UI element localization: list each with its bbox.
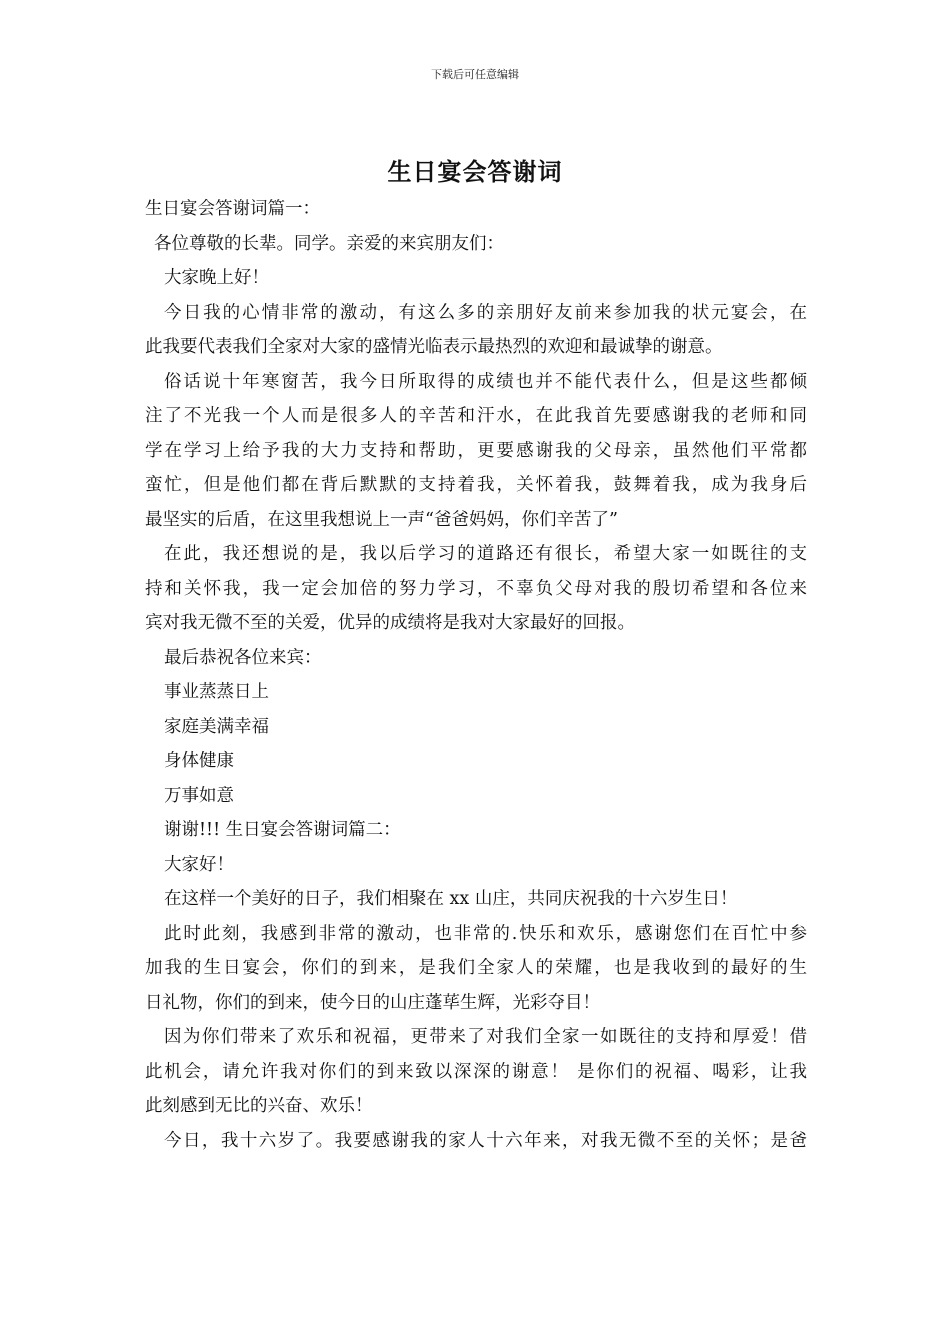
paragraph-line: 最坚实的后盾，在这里我想说上一声“爸爸妈妈，你们辛苦了”	[145, 509, 618, 530]
salutation: 各位尊敬的长辈。同学。亲爱的来宾朋友们：	[154, 233, 504, 254]
greeting: 大家晚上好！	[164, 268, 269, 288]
paragraph-line: 学在学习上给予我的大力支持和帮助，更要感谢我的父母亲，虽然他们平常都	[145, 440, 807, 461]
paragraph-line: 最后恭祝各位来宾：	[164, 647, 322, 668]
section-heading: 生日宴会答谢词篇一：	[145, 199, 320, 219]
section-heading: 谢谢!!! 生日宴会答谢词篇二：	[164, 820, 401, 840]
paragraph-line: 宾对我无微不至的关爱，优异的成绩将是我对大家最好的回报。	[145, 613, 635, 633]
paragraph-line: 此机会，请允许我对你们的到来致以深深的谢意！ 是你们的祝福、喝彩，让我	[145, 1061, 807, 1082]
document-title: 生日宴会答谢词	[387, 157, 563, 186]
document-body	[145, 192, 807, 1158]
paragraph-line: 日礼物，你们的到来，使今日的山庄蓬荜生辉，光彩夺目！	[145, 992, 600, 1013]
paragraph-line: 因为你们带来了欢乐和祝福，更带来了对我们全家一如既往的支持和厚爱！借	[164, 1027, 807, 1047]
paragraph-line: 今日我的心情非常的激动，有这么多的亲朋好友前来参加我的状元宴会，在	[164, 302, 807, 323]
paragraph-line: 持和关怀我，我一定会加倍的努力学习，不辜负父母对我的殷切希望和各位来	[145, 578, 807, 599]
paragraph-line: 在这样一个美好的日子，我们相聚在 xx 山庄，共同庆祝我的十六岁生日！	[164, 889, 738, 909]
wish-line: 家庭美满幸福	[164, 716, 269, 737]
paragraph-line: 今日，我十六岁了。我要感谢我的家人十六年来，对我无微不至的关怀；是爸	[164, 1130, 807, 1151]
wish-line: 万事如意	[164, 785, 234, 806]
page-header: 下载后可任意编辑	[431, 68, 519, 81]
paragraph-line: 俗话说十年寒窗苦，我今日所取得的成绩也并不能代表什么，但是这些都倾	[164, 371, 807, 392]
wish-line: 身体健康	[164, 751, 234, 771]
paragraph-line: 注了不光我一个人而是很多人的辛苦和汗水，在此我首先要感谢我的老师和同	[145, 406, 807, 426]
paragraph-line: 此时此刻，我感到非常的激动，也非常的.快乐和欢乐，感谢您们在百忙中参	[164, 923, 807, 944]
paragraph-line: 在此，我还想说的是，我以后学习的道路还有很长，希望大家一如既往的支	[164, 544, 807, 564]
paragraph-line: 此刻感到无比的兴奋、欢乐！	[145, 1096, 373, 1116]
greeting: 大家好！	[164, 854, 234, 875]
wish-line: 事业蒸蒸日上	[164, 682, 269, 702]
paragraph-line: 蛮忙，但是他们都在背后默默的支持着我，关怀着我，鼓舞着我，成为我身后	[145, 475, 807, 495]
paragraph-line: 此我要代表我们全家对大家的盛情光临表示最热烈的欢迎和最诚挚的谢意。	[145, 337, 723, 357]
paragraph-line: 加我的生日宴会，你们的到来，是我们全家人的荣耀，也是我收到的最好的生	[145, 958, 807, 978]
